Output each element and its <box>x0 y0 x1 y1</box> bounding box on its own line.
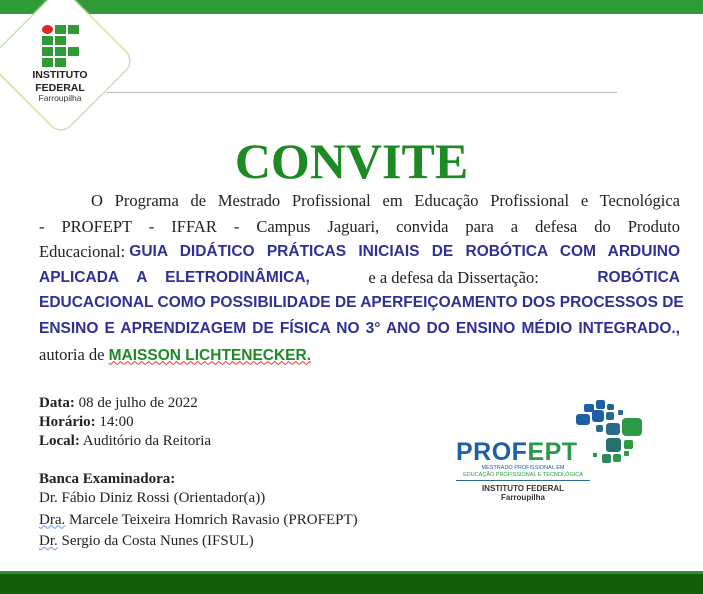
member-name: Marcele Teixeira Homrich Ravasio (PROFEPT) <box>65 511 358 528</box>
para-line <box>39 342 680 368</box>
logo-text-1: INSTITUTO <box>32 69 88 81</box>
member-name: Sergio da Costa Nunes (IFSUL) <box>57 533 254 549</box>
member <box>39 510 358 532</box>
profept-subtitle <box>456 465 590 481</box>
wordmark-a: PROF <box>456 438 528 466</box>
text: Educacional: <box>39 242 130 262</box>
invitation-paragraph <box>39 188 684 367</box>
dissertation-title-cont: EDUCACIONAL COMO POSSIBILIDADE DE APERFEIÇOAMENTO DOS PROCESSOS DE <box>39 294 684 312</box>
profept-logo <box>456 398 646 508</box>
date-row <box>39 394 211 413</box>
logo-text-2: FEDERAL <box>35 82 85 94</box>
member <box>39 531 358 553</box>
author-name: MAISSON LICHTENECKER. <box>108 346 312 364</box>
title: Dr. <box>39 533 58 549</box>
product-title: GUIA DIDÁTICO PRÁTICAS INICIAIS DE ROBÓTICA COM ARDUINO <box>129 243 680 261</box>
banca-label: Banca Examinadora: <box>39 471 176 487</box>
title: Dra. <box>39 511 66 528</box>
text: autoria de <box>39 344 109 364</box>
instituto-federal-logo <box>20 25 100 103</box>
if-logo-icon <box>42 25 79 67</box>
wordmark-b: EPT <box>527 438 578 466</box>
para-line: O Programa de Mestrado Profissional em Educação Profissional e Tecnológica <box>91 191 680 210</box>
text: e a defesa da Dissertação: <box>364 267 543 287</box>
para-line: - PROFEPT - IFFAR - Campus Jaguari, convida para a defesa do Produto <box>39 216 680 236</box>
member-name: Fábio Diniz Rossi (Orientador(a)) <box>57 490 266 506</box>
inst: INSTITUTO FEDERAL <box>481 484 565 493</box>
time-value: 14:00 <box>95 414 134 430</box>
para-line <box>39 239 680 265</box>
top-green-bar <box>0 0 703 14</box>
place-row <box>39 432 211 451</box>
event-details <box>39 394 211 451</box>
profept-wordmark <box>456 438 578 467</box>
para-line <box>39 265 680 291</box>
header-divider <box>107 92 617 93</box>
time-row <box>39 413 211 432</box>
title: Dr. <box>39 490 58 506</box>
campus: Farroupilha <box>500 493 545 502</box>
member <box>39 488 358 510</box>
examining-board <box>39 470 358 553</box>
label: Local: <box>39 433 80 449</box>
label: Data: <box>39 395 75 411</box>
label: Horário: <box>39 414 96 430</box>
bottom-green-bar <box>0 571 703 594</box>
sub1: MESTRADO PROFISSIONAL EM <box>481 465 565 471</box>
place-value: Auditório da Reitoria <box>79 433 212 449</box>
product-title-cont: APLICADA A ELETRODINÂMICA, <box>39 268 310 286</box>
dissertation-title-cont: ENSINO E APRENDIZAGEM DE FÍSICA NO 3° ANO DO ENSINO MÉDIO INTEGRADO., <box>39 319 680 337</box>
logo-text-3: Farroupilha <box>38 93 82 103</box>
profept-institution <box>456 484 590 502</box>
dissertation-title: ROBÓTICA <box>597 268 680 286</box>
sub2: EDUCAÇÃO PROFISSIONAL E TECNOLÓGICA <box>463 472 583 478</box>
date-value: 08 de julho de 2022 <box>74 395 198 411</box>
page-title: CONVITE <box>234 133 469 189</box>
